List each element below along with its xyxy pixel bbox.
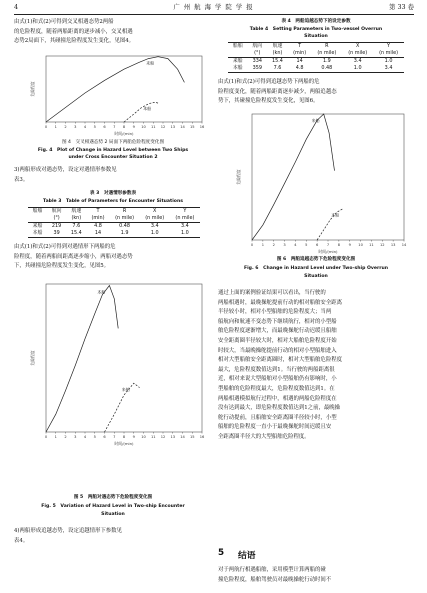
x-tick-label: 6: [103, 125, 106, 129]
x-tick-label: 7: [113, 125, 116, 129]
x-tick-label: 0: [44, 125, 48, 129]
table-unit: (°): [248, 50, 268, 58]
series-label: 本船: [331, 212, 340, 218]
section-title: 结语: [238, 551, 256, 561]
paragraph: 对于两航行相遇船舶，采用模型计算两船的碰 撞危险程度，船舶驾驶员对最晚操舵行动时间不: [218, 567, 332, 583]
x-tick-label: 15: [189, 125, 195, 129]
x-tick-label: 12: [160, 435, 166, 439]
plot-frame: [46, 56, 202, 122]
y-axis-label: 危险程度: [30, 81, 35, 97]
table-cell: 334: [252, 58, 262, 64]
table-header: X: [342, 43, 373, 51]
table-unit: (kn): [66, 215, 86, 223]
table-cell: 来船: [32, 223, 43, 229]
plot-frame: [46, 284, 202, 432]
x-axis-label: 时间/(min): [114, 131, 134, 136]
plot-frame: [252, 114, 404, 240]
figure-5-caption-en-2: Situation: [101, 512, 125, 517]
header-rule: [14, 14, 414, 15]
figure-4-caption-en-2: under Cross Encounter Situation 2: [68, 155, 158, 160]
figure-5-caption-cn: 图 5 两船对遇态势下危险程度变化图: [73, 495, 153, 500]
x-tick-label: 11: [150, 435, 156, 439]
x-tick-label: 8: [122, 125, 126, 129]
table-4-title-en: Table 4 Setting Parameters in Two-vessel Overrun: [249, 27, 383, 32]
table-3-title-en: Table 3 Table of Parameters for Encounter Situations: [43, 199, 183, 204]
x-tick-label: 6: [103, 435, 106, 439]
volume-label: 第 33 卷: [389, 3, 414, 11]
y-axis-label: 危险程度: [30, 350, 35, 366]
x-tick-label: 10: [141, 125, 146, 129]
table-cell: 本船: [228, 65, 248, 73]
x-tick-label: 14: [180, 435, 185, 439]
table-4: [228, 42, 404, 73]
x-tick-label: 11: [150, 125, 156, 129]
table-3: [28, 207, 200, 238]
table-header: 航速: [267, 43, 288, 51]
x-tick-label: 8: [337, 243, 341, 247]
x-tick-label: 6: [315, 243, 319, 247]
table-cell: 1.0: [170, 230, 200, 238]
table-cell: 0.48: [119, 223, 131, 229]
table-cell: 1.0: [384, 58, 393, 64]
table-cell: 1.9: [322, 58, 331, 64]
figure-4-caption-en: Fig. 4 Plot of Change in Hazard Level between Two Ships: [37, 148, 189, 153]
table-header: 航向: [248, 43, 268, 51]
table-cell: 0.48: [311, 65, 342, 73]
paragraph: 由式(1)和式(2)可得到交叉相遇态势2两船 的危险程度，随着两船距离的逐步减小，交叉相遇 态势2局面下，其碰撞危险程度发生变化，见图4。: [14, 19, 135, 45]
table-unit: [28, 215, 47, 223]
x-tick-label: 10: [141, 435, 146, 439]
x-tick-label: 9: [348, 243, 351, 247]
x-tick-label: 10: [358, 243, 363, 247]
x-tick-label: 4: [83, 435, 87, 439]
x-tick-label: 0: [44, 435, 48, 439]
paragraph: 由式(1)和式(2)可得到对遇情形下两船的危 险程度，随着两船间距离逐步缩小，两船对遇态势 下，其碰撞危险程度发生变化，见图5。: [14, 244, 133, 270]
table-header: T: [288, 43, 312, 51]
table-unit: (°): [47, 215, 66, 223]
x-tick-label: 0: [250, 243, 254, 247]
figure-5-caption-en: Fig. 5 Variation of Hazard Level in Two-ship Encounter: [41, 504, 185, 509]
x-tick-label: 1: [54, 125, 57, 129]
table-unit: (n mile): [140, 215, 170, 223]
page-number: 4: [14, 3, 19, 11]
table-unit: (n mile): [373, 50, 404, 58]
table-unit: (n mile): [110, 215, 140, 223]
table-unit: (min): [87, 215, 110, 223]
table-unit: (kn): [267, 50, 288, 58]
x-tick-label: 9: [132, 125, 135, 129]
table-cell: 4.8: [94, 223, 102, 229]
table-cell: 1.0: [140, 230, 170, 238]
series-label: 本船: [97, 289, 106, 295]
table-header: R: [311, 43, 342, 51]
table-cell: 1.9: [110, 230, 140, 238]
figure-4: [26, 52, 206, 138]
paragraph: 由式(1)和式(2)可得到追越态势下两船的危 险程度变化，随着两船距离逐步减少，两船追越态 势下，其碰撞危险程度发生变化，见图6。: [218, 79, 337, 105]
table-3-title-cn: 表 3 对遇情形参数表: [89, 191, 137, 196]
x-tick-label: 13: [170, 435, 176, 439]
table-4-title-cn: 表 4 两船追越态势下的设定参数: [281, 19, 351, 24]
figure-5: [26, 280, 206, 448]
table-cell: 3.4: [181, 223, 189, 229]
x-tick-label: 5: [93, 435, 96, 439]
table-row: [228, 58, 404, 66]
x-tick-label: 7: [326, 243, 330, 247]
table-cell: 7.6: [72, 223, 81, 229]
x-tick-label: 13: [390, 243, 396, 247]
x-tick-label: 2: [272, 243, 275, 247]
table-cell: 15.4: [66, 230, 86, 238]
series-label: 来船: [311, 118, 320, 123]
figure-6-caption-cn: 图 6 两船追越态势下危险程度变化图: [276, 257, 356, 262]
y-axis-label: 危险程度: [236, 169, 241, 185]
x-tick-label: 7: [113, 435, 116, 439]
table-cell: 本船: [28, 230, 47, 238]
table-cell: 3.4: [373, 65, 404, 73]
table-row: [228, 65, 404, 73]
figure-6-caption-en-2: Situation: [304, 274, 328, 279]
table-cell: 359: [248, 65, 268, 73]
series-label: 来船: [146, 60, 155, 66]
x-tick-label: 2: [64, 125, 67, 129]
x-tick-label: 1: [261, 243, 265, 247]
table-unit: (n mile): [311, 50, 342, 58]
x-tick-label: 14: [180, 125, 185, 129]
x-tick-label: 3: [74, 125, 77, 129]
x-tick-label: 14: [401, 243, 407, 247]
table-header: 船舶: [228, 43, 248, 51]
table-cell: 14: [87, 230, 110, 238]
table-unit: [228, 50, 248, 58]
table-cell: 219: [51, 223, 62, 229]
x-tick-label: 5: [93, 125, 96, 129]
table-cell: 14: [296, 58, 303, 64]
series-label: 来船: [121, 387, 130, 393]
table-row: [28, 230, 200, 238]
figure-4-caption-cn: 图 4 交叉相遇态势 2 局面下两船危险程度变化图: [61, 140, 165, 145]
x-tick-label: 13: [170, 125, 176, 129]
journal-title: 广 州 航 海 学 院 学 报: [173, 3, 254, 11]
series-label: 本船: [143, 106, 152, 112]
table-cell: 39: [47, 230, 66, 238]
table-header: 航向: [47, 208, 66, 216]
table-unit: (n mile): [170, 215, 200, 223]
x-tick-label: 1: [54, 435, 57, 439]
table-header: 航速: [66, 208, 86, 216]
x-tick-label: 8: [122, 435, 126, 439]
x-tick-label: 4: [83, 125, 87, 129]
figure-6-caption-en: Fig. 6 Change in Hazard Level under Two-ship Overrun: [243, 266, 389, 271]
x-tick-label: 5: [305, 243, 308, 247]
table-cell: 4.8: [288, 65, 312, 73]
x-tick-label: 9: [132, 435, 135, 439]
table-cell: 1.0: [342, 65, 373, 73]
table-header: 船舶: [28, 208, 47, 216]
table-row: [28, 223, 200, 231]
table-header: R: [110, 208, 140, 216]
x-tick-label: 4: [294, 243, 297, 247]
table-unit: (min): [288, 50, 312, 58]
table-header: T: [87, 208, 110, 216]
table-cell: 7.6: [267, 65, 288, 73]
table-cell: 来船: [232, 58, 243, 64]
table-header: Y: [170, 208, 200, 216]
table-4-title-en-2: Situation: [304, 34, 328, 39]
x-tick-label: 16: [199, 435, 205, 439]
x-tick-label: 15: [189, 435, 195, 439]
x-tick-label: 3: [283, 243, 286, 247]
table-cell: 15.4: [272, 58, 283, 64]
x-tick-label: 12: [160, 125, 166, 129]
paragraph: 3)两船形成对遇态势，设定对遇情形参数见 表3。: [14, 167, 117, 183]
x-tick-label: 3: [74, 435, 77, 439]
x-axis-label: 时间/(min): [114, 441, 134, 446]
section-number: 5: [218, 548, 225, 558]
paragraph: 通过上面的案例验证结果可以看出，当行驶的 两船相遇时，最晚操舵提前行动的相对船舶安全距离 半径较小时，相对小型船舶的危险程度大；当两 船航向和航速不变态势下继续航行，相对的小型船 舶危险程度逐渐增大，而最晚操舵行动迟缓且船舶 安全距离圈半径较大时，相对大船舶危险程度开始 时较大，当最晚操舵提前行动的相对小型船舶进入 相对大型船舶安全距离圈时，相对大型船舶危险程度 最大，危险程度数值达到1。当行驶的两船距离很 近，相对来说大型船舶对小型船舶仍有影响时，小 型船舶的危险程度最大，危险程度数值达到1。在 两船相遇模拟航行过程中，相遇的两船危险程度在 没有达到最大，即危险程度数值达到1之前，最晚操 舵行动提前，且船舶安全距离圈半径较小时，小型 船舶的危险程度一直小于最晚操舵时间迟缓且安 全距离圈半径大的大型船舶危险程度。: [218, 290, 342, 440]
table-cell: 3.4: [150, 223, 159, 229]
table-cell: 3.4: [353, 58, 362, 64]
figure-6: [232, 110, 408, 256]
x-tick-label: 12: [379, 243, 385, 247]
x-tick-label: 16: [199, 125, 205, 129]
x-tick-label: 11: [369, 243, 374, 247]
x-tick-label: 2: [64, 435, 67, 439]
table-header: Y: [373, 43, 404, 51]
table-header: X: [140, 208, 170, 216]
x-axis-label: 时间/(min): [318, 249, 338, 254]
paragraph: 4)两船形成追越态势，设定追越情形下参数见 表4。: [14, 528, 122, 544]
table-unit: (n mile): [342, 50, 373, 58]
